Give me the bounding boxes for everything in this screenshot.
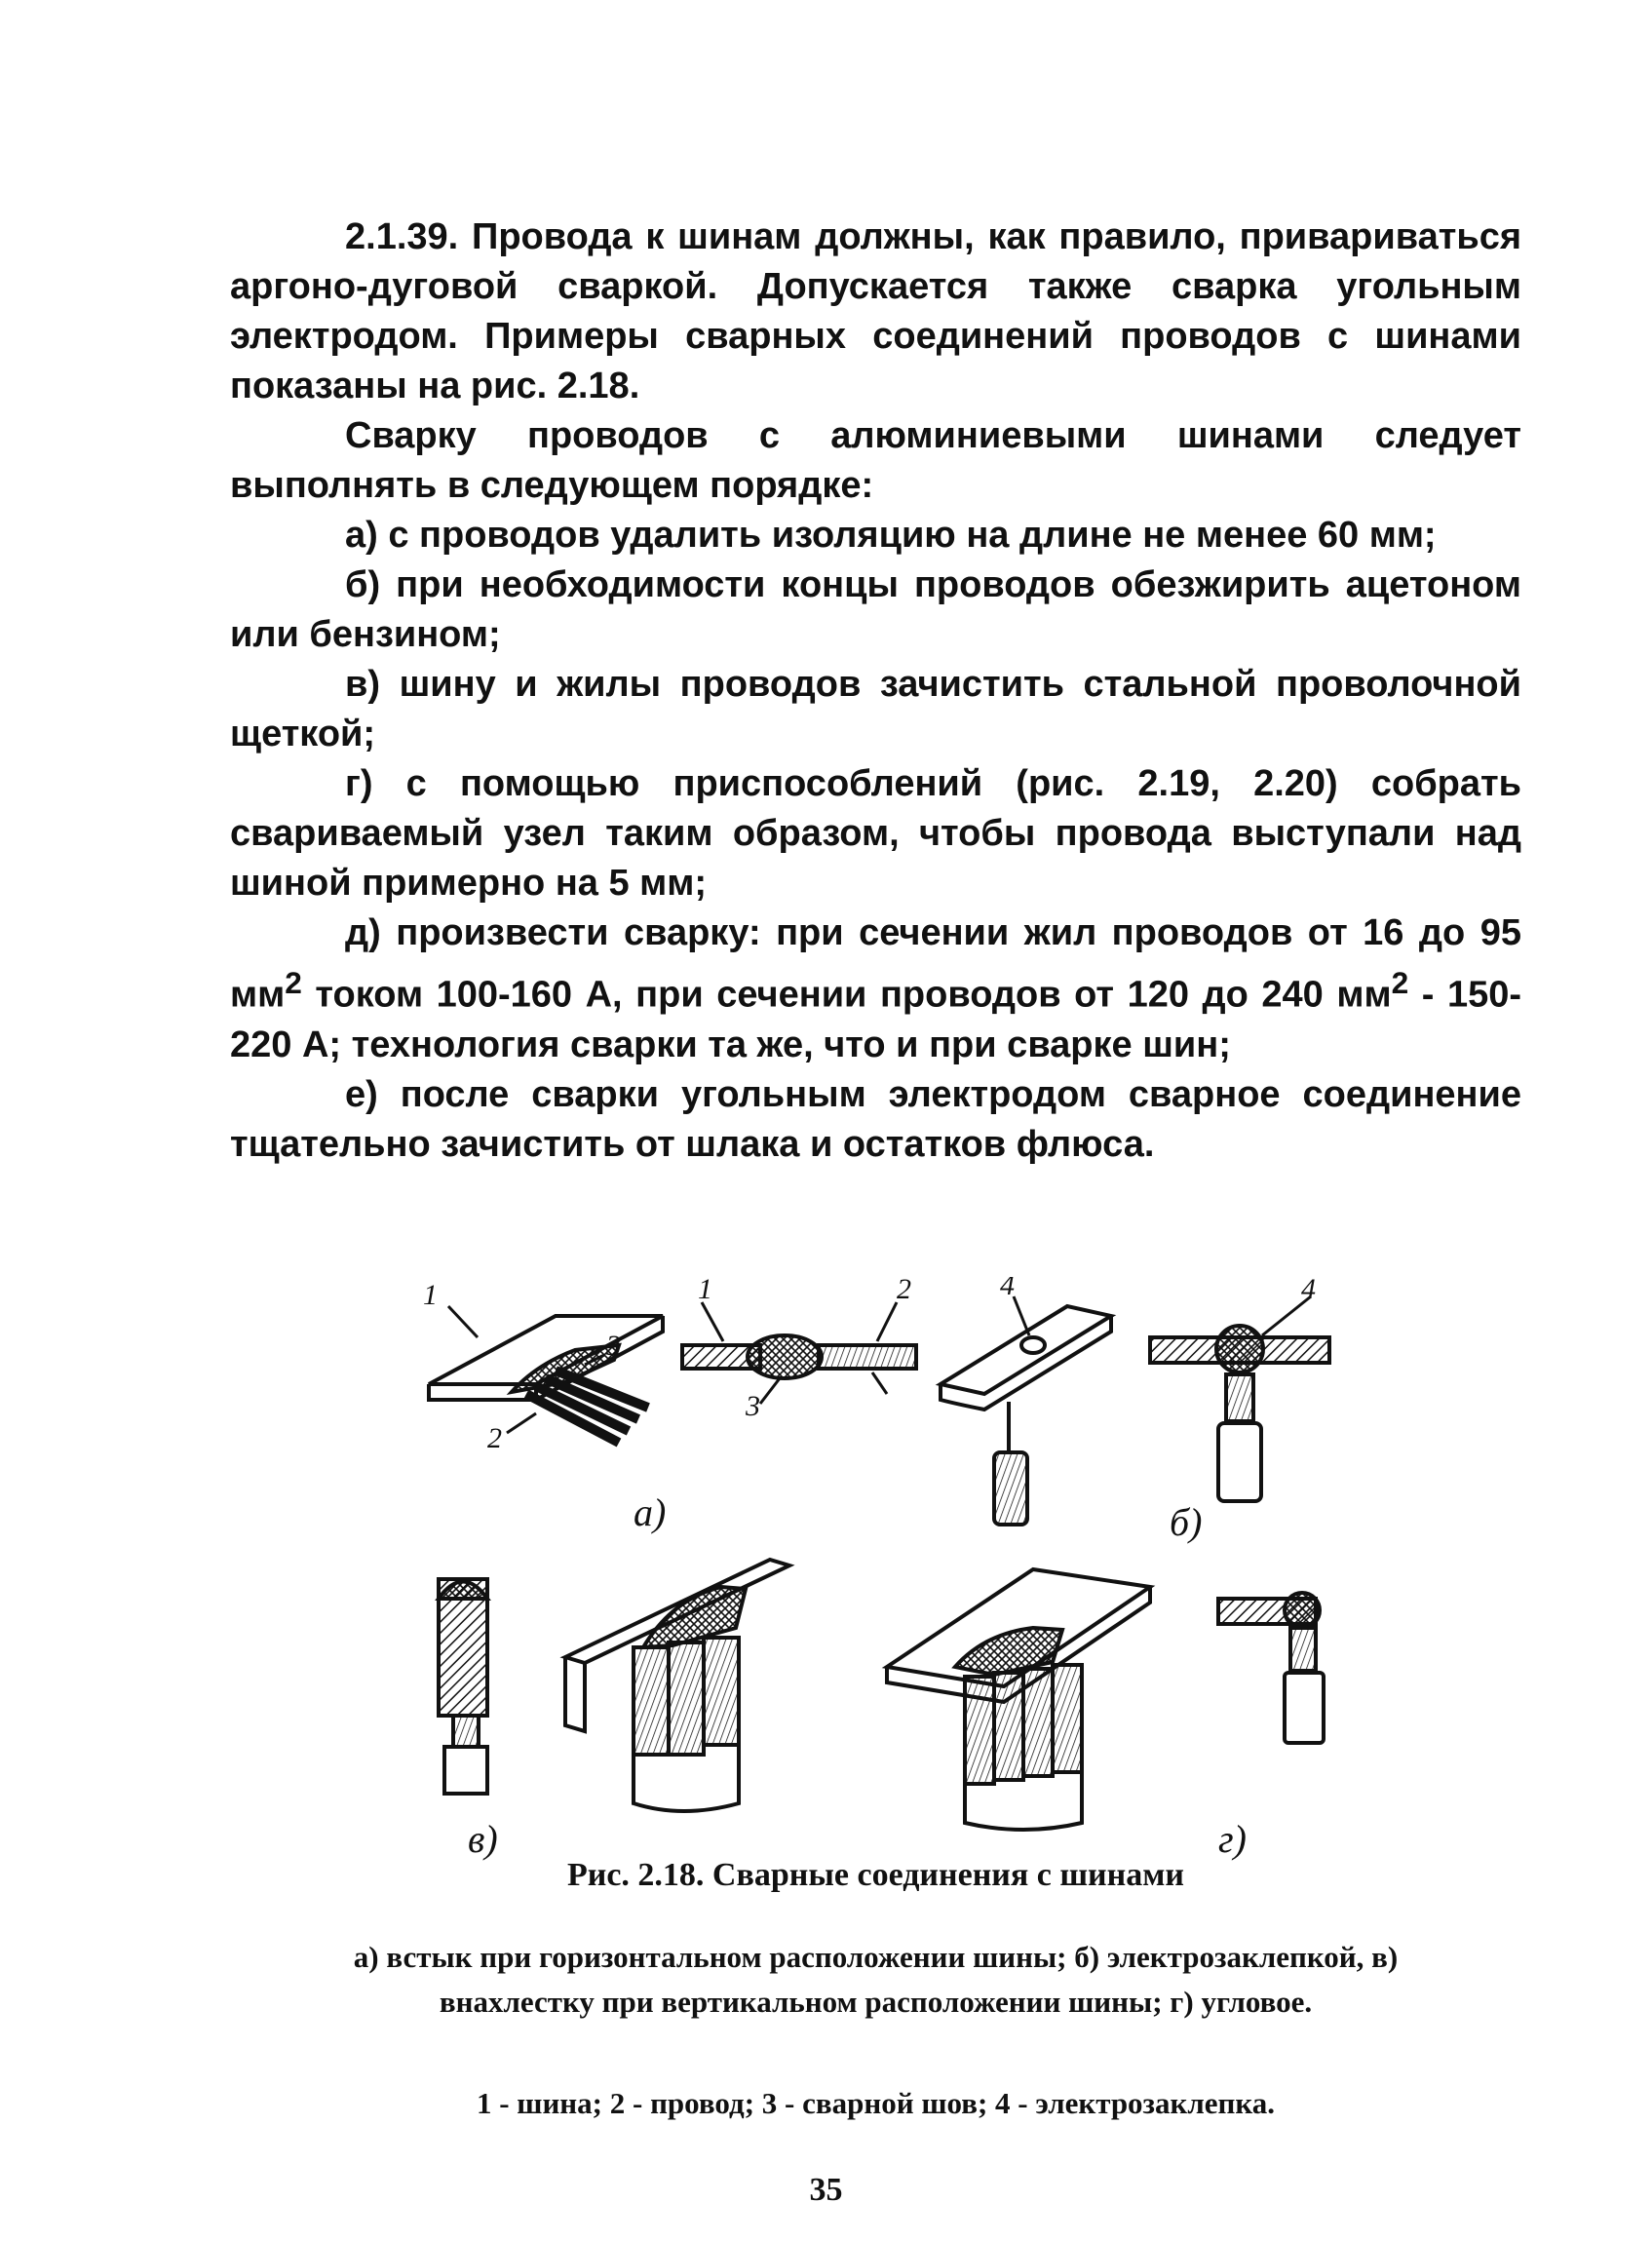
step-d-sup2: 2 xyxy=(1391,965,1409,1000)
weld-joints-illustration xyxy=(409,1277,1403,1862)
label-1-a2: 1 xyxy=(698,1277,712,1305)
step-e: е) после сварки угольным электродом сварное соединение тщательно зачистить от шлака и остатков флюса. xyxy=(230,1073,1521,1165)
body-text xyxy=(230,213,1521,1170)
step-d-part2: током 100-160 А, при сечении проводов от 120 до 240 мм xyxy=(301,974,1392,1016)
fig-v-lap-perspective xyxy=(565,1560,789,1811)
label-3-a: 3 xyxy=(606,1330,621,1362)
fig-label-g: г) xyxy=(1218,1817,1247,1861)
label-4-b: 4 xyxy=(1000,1277,1015,1301)
page-number: 35 xyxy=(809,2172,843,2208)
figure-caption-title: Рис. 2.18. Сварные соединения с шинами xyxy=(566,1857,1184,1893)
label-4-b2: 4 xyxy=(1301,1277,1316,1305)
fig-label-v: в) xyxy=(468,1817,498,1861)
fig-g-corner-perspective xyxy=(887,1569,1150,1830)
fig-b-rivet-section xyxy=(1150,1296,1329,1501)
step-a: а) с проводов удалить изоляцию на длине не менее 60 мм; xyxy=(345,515,1437,556)
fig-b-rivet-perspective xyxy=(941,1296,1111,1525)
paragraph-order: Сварку проводов с алюминиевыми шинами следует выполнять в следующем порядке: xyxy=(230,415,1521,506)
step-d xyxy=(230,908,1521,1070)
label-2-a2: 2 xyxy=(897,1277,911,1305)
step-d-part1: д) произвести сварку: при сечении жил проводов от 16 до 95 мм xyxy=(230,912,1521,1016)
step-d-part3: - 150-220 А; технология сварки та же, что и при сварке шин; xyxy=(230,974,1521,1065)
step-g: г) с помощью приспособлений (рис. 2.19, 2.20) собрать свариваемый узел таким образом, чтобы провода выступали над шиной примерно на 5 мм; xyxy=(230,763,1521,904)
fig-label-a: а) xyxy=(634,1490,667,1534)
label-3-a2: 3 xyxy=(746,1390,760,1422)
step-v: в) шину и жилы проводов зачистить стальной проволочной щеткой; xyxy=(230,664,1521,754)
label-1-a: 1 xyxy=(423,1279,438,1311)
paragraph-2-1-39: 2.1.39. Провода к шинам должны, как правило, привариваться аргоно-дуговой сваркой. Допускается также сварка угольным электродом. Примеры сварных соединений проводов с шинами показаны на рис. 2.18. xyxy=(230,216,1521,406)
fig-g-corner-section xyxy=(1218,1593,1324,1743)
fig-label-b: б) xyxy=(1170,1500,1203,1544)
step-d-sup1: 2 xyxy=(285,965,302,1000)
fig-a-bus-horizontal xyxy=(429,1306,663,1443)
figure-caption-description: а) встык при горизонтальном расположении шины; б) электрозаклепкой, в) внахлестку при вертикальном расположении шины; г) угловое. xyxy=(353,1940,1399,2019)
label-2-a: 2 xyxy=(487,1422,502,1454)
figure-2-18 xyxy=(409,1277,1403,1862)
fig-a-butt-section xyxy=(682,1302,916,1404)
fig-v-lap-section xyxy=(439,1579,487,1794)
figure-caption-legend: 1 - шина; 2 - провод; 3 - сварной шов; 4 - электрозаклепка. xyxy=(476,2086,1276,2120)
step-b: б) при необходимости концы проводов обезжирить ацетоном или бензином; xyxy=(230,564,1521,655)
